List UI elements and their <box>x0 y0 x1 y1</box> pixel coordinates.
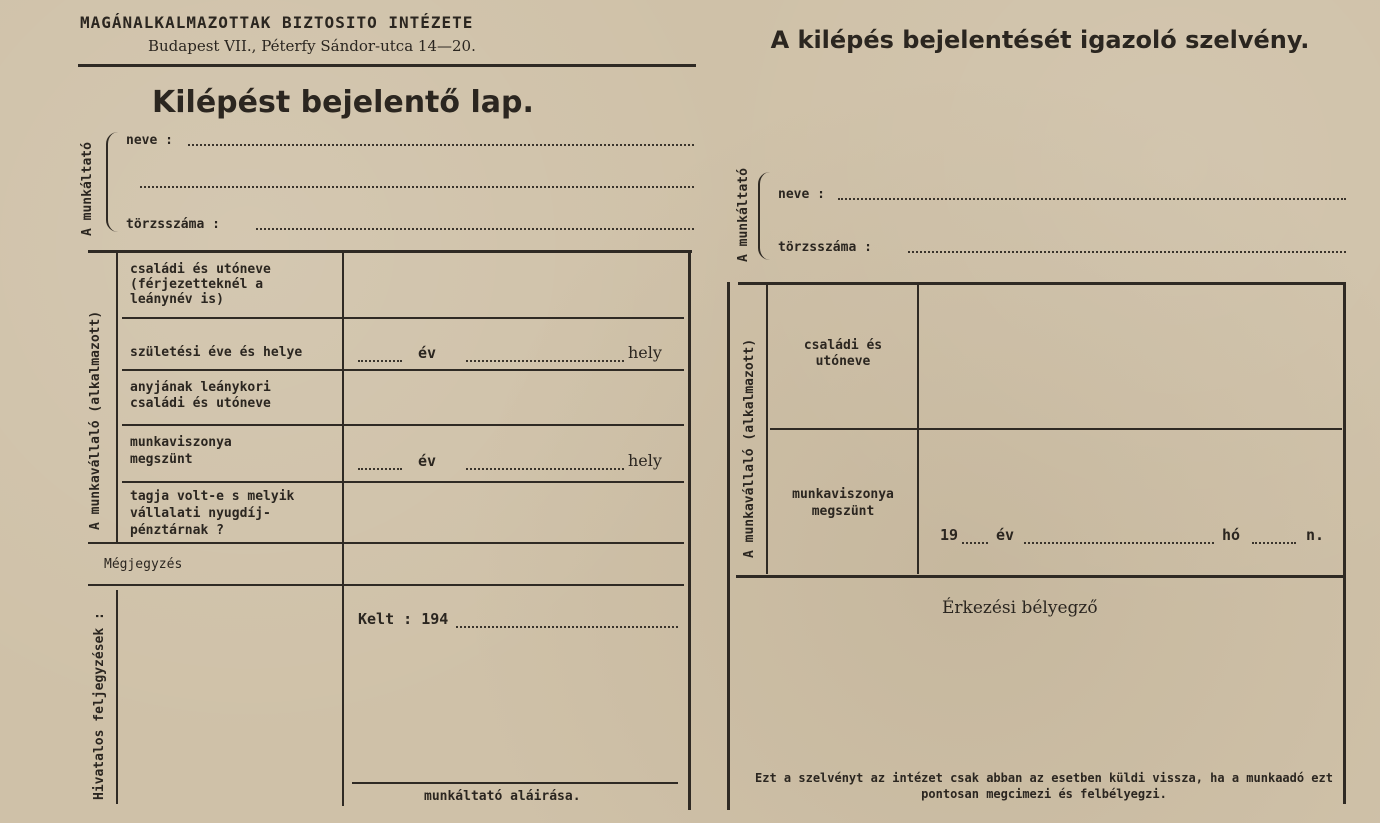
table-top-rule <box>88 250 692 253</box>
ended-year-field[interactable] <box>358 468 402 470</box>
row-rule-4 <box>122 481 684 483</box>
row-ended-text: munkaviszonya megszünt <box>130 435 232 467</box>
stub-ev: év <box>996 526 1015 544</box>
kelt-label: Kelt : 194 <box>358 610 449 628</box>
employer-reg-label: törzsszáma : <box>126 217 220 232</box>
stub-row1-label <box>788 338 898 370</box>
note-label: Mégjegyzés <box>104 557 183 572</box>
stub-employer-brace <box>758 172 770 260</box>
stub-table-top <box>738 282 1346 285</box>
employer-brace <box>106 132 118 232</box>
row-rule-1 <box>122 317 684 319</box>
stub-row2-text: munkaviszonya megszünt <box>792 487 894 519</box>
stub-name-field[interactable] <box>838 198 1346 200</box>
row-name-text: családi és utóneve (férjezetteknél a leánynév is) <box>130 262 271 307</box>
employer-name-field[interactable] <box>188 144 694 146</box>
row-rule-3 <box>122 424 684 426</box>
header-rule <box>78 64 696 67</box>
stub-table-left <box>727 282 730 810</box>
stub-row1-text: családi és utóneve <box>803 338 883 369</box>
stub-row-rule <box>770 428 1342 430</box>
stub-employee-label: A munkavállaló (alkalmazott) <box>742 338 757 558</box>
table-mid-rule <box>342 250 344 806</box>
stub-reg-label: törzsszáma : <box>778 240 872 255</box>
row-birth-label: születési éve és helye <box>130 345 303 360</box>
row-rule-5 <box>88 542 684 544</box>
stub-title <box>760 24 1320 56</box>
employer-name-label: neve : <box>126 133 173 148</box>
signature-line <box>352 782 678 784</box>
employer-name-field-2[interactable] <box>140 186 694 188</box>
stub-month-field[interactable] <box>1024 542 1214 544</box>
ended-ev: év <box>418 452 437 470</box>
stub-footer <box>744 770 1344 802</box>
row-name-label <box>130 262 330 307</box>
stub-day-field[interactable] <box>1252 542 1296 544</box>
row-mother-text: anyjának leánykori családi és utóneve <box>130 380 271 411</box>
stub-year-field[interactable] <box>962 542 988 544</box>
stub-name-label: neve : <box>778 187 825 202</box>
birth-place-field[interactable] <box>466 360 624 362</box>
stub-stamp-rule <box>736 575 1344 578</box>
birth-year-field[interactable] <box>358 360 402 362</box>
stub-title-text: A kilépés bejelentését igazoló szelvény. <box>770 26 1310 54</box>
stub-ho: hó <box>1222 526 1241 544</box>
ended-place-field[interactable] <box>466 468 624 470</box>
stub-reg-field[interactable] <box>908 251 1346 253</box>
institution-name: MAGÁNALKALMAZOTTAK BIZTOSITO INTÉZETE <box>80 13 474 32</box>
birth-hely: hely <box>628 343 662 362</box>
office-notes-label: Hivatalos feljegyzések : <box>92 612 107 800</box>
employer-reg-field[interactable] <box>256 228 694 230</box>
employer-label: A munkáltató <box>80 142 95 236</box>
table-label-rule <box>116 250 118 542</box>
birth-ev: év <box>418 344 437 362</box>
kelt-field[interactable] <box>456 626 678 628</box>
stub-label-rule <box>766 284 768 574</box>
stamp-label: Érkezési bélyegző <box>942 598 1098 618</box>
stub-row2-label <box>770 486 916 520</box>
row-pension-text: tagja volt-e s melyik vállalati nyugdíj-pénztárnak ? <box>130 489 295 538</box>
employee-label: A munkavállaló (alkalmazott) <box>88 310 103 530</box>
table-right-rule <box>688 250 691 810</box>
row-rule-6 <box>88 584 684 586</box>
stub-n: n. <box>1306 526 1325 544</box>
row-pension-label <box>130 488 330 539</box>
row-mother-label <box>130 380 330 412</box>
signature-label: munkáltató aláirása. <box>424 789 581 804</box>
institution-address: Budapest VII., Péterfy Sándor-utca 14—20. <box>148 37 476 55</box>
stub-table-right <box>1343 282 1346 804</box>
row-ended-label <box>130 434 280 468</box>
stub-footer-text: Ezt a szelvényt az intézet csak abban az esetben küldi vissza, ha a munkaadó ezt pontosan megcimezi és felbélyegzi. <box>755 771 1333 801</box>
form-title: Kilépést bejelentő lap. <box>152 85 534 120</box>
ended-hely: hely <box>628 451 662 470</box>
office-rule <box>116 590 118 804</box>
row-rule-2 <box>122 369 684 371</box>
stub-date-year: 19 <box>940 526 959 544</box>
stub-employer-label: A munkáltató <box>736 168 751 262</box>
